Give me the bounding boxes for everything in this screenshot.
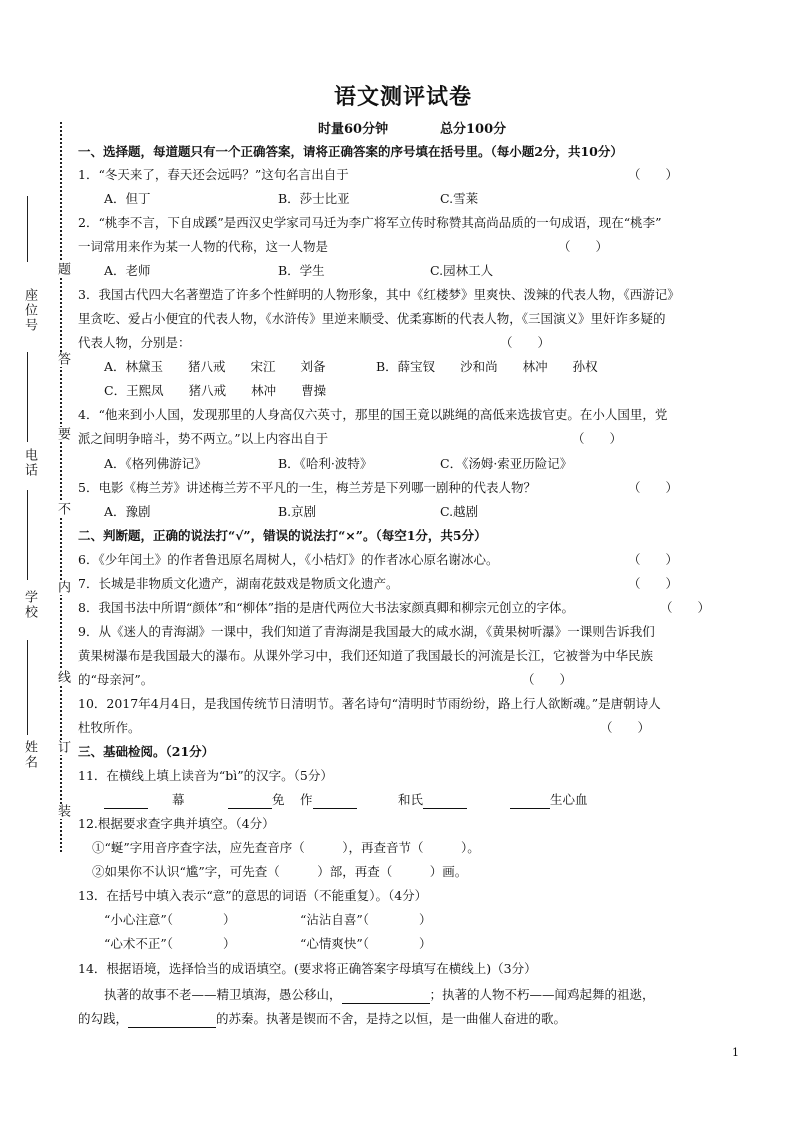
q2-stem-line1: 2．“桃李不言，下自成蹊”是西汉史学家司马迁为李广将军立传时称赞其高尚品质的一句成语，现在“桃李” xyxy=(78,215,662,230)
q10-line2: 杜牧所作。 xyxy=(78,720,141,735)
section2-heading: 二、判断题，正确的说法打“√”，错误的说法打“×”。（每空1分，共5分） xyxy=(78,528,487,543)
q4-answer-paren[interactable]: （ ） xyxy=(572,431,623,446)
q4-stem-line1: 4．“他来到小人国，发现那里的人身高仅六英寸，那里的国王竟以跳绳的高低来选拔官吏。在小人国里，党 xyxy=(78,407,668,422)
q11-item-2: 免 xyxy=(228,791,285,809)
phone-label: 电话 xyxy=(22,448,37,478)
q7-text: 7．长城是非物质文化遗产，湖南花鼓戏是物质文化遗产。 xyxy=(78,576,399,591)
q14-blank-1[interactable] xyxy=(342,989,430,1004)
q13-pair-3[interactable]: “心术不正”（ ） xyxy=(104,936,236,951)
q10-line1: 10．2017年4月4日，是我国传统节日清明节。著名诗句“清明时节雨纷纷，路上行人欲断魂。”是唐朝诗人 xyxy=(78,696,661,711)
q6-text: 6．《少年闰土》的作者鲁迅原名周树人，《小桔灯》的作者冰心原名谢冰心。 xyxy=(78,552,499,567)
seat-label: 座位号 xyxy=(22,288,37,333)
q13-pair-2[interactable]: “沾沾自喜”（ ） xyxy=(300,912,432,927)
binding-char: 装 xyxy=(55,804,70,819)
q12-line1: ①“蜒”字用音序查字法，应先查音序（ ），再查音节（ ）。 xyxy=(92,840,480,855)
q3-option-b: B．薛宝钗 沙和尚 林冲 孙权 xyxy=(376,359,598,374)
q5-option-b: B.京剧 xyxy=(278,504,317,519)
q1-answer-paren[interactable]: （ ） xyxy=(628,167,679,182)
q4-option-b: B．《哈利·波特》 xyxy=(278,456,373,471)
q6-answer-paren[interactable]: （ ） xyxy=(628,552,679,567)
q11-stem: 11．在横线上填上读音为“bì”的汉字。（5分） xyxy=(78,768,333,783)
q13-pair-1[interactable]: “小心注意”（ ） xyxy=(104,912,236,927)
q3-stem-line3: 代表人物，分别是： xyxy=(78,335,191,350)
binding-char: 要 xyxy=(55,427,70,442)
q5-option-a: A．豫剧 xyxy=(104,504,151,519)
q11-item-3: 作 xyxy=(300,791,357,809)
page-number: 1 xyxy=(732,1046,739,1059)
q11-blank-3[interactable] xyxy=(313,794,357,809)
q3-option-a: A．林黛玉 猪八戒 宋江 刘备 xyxy=(104,359,326,374)
binding-char: 题 xyxy=(55,262,70,277)
q8-text: 8．我国书法中所谓“颜体”和“柳体”指的是唐代两位大书法家颜真卿和柳宗元创立的字体。 xyxy=(78,600,575,615)
binding-char: 线 xyxy=(55,670,70,685)
q14-line1: 执著的故事不老——精卫填海，愚公移山， ；执著的人物不朽——闻鸡起舞的祖逖， xyxy=(104,987,655,1002)
q5-option-c: C.越剧 xyxy=(440,504,479,519)
q3-stem-line1: 3．我国古代四大名著塑造了许多个性鲜明的人物形象，其中《红楼梦》里爽快、泼辣的代表人物，《西游记》 xyxy=(78,287,680,302)
seat-line xyxy=(27,196,28,262)
q11-blank-4[interactable] xyxy=(423,794,467,809)
q2-answer-paren[interactable]: （ ） xyxy=(558,239,609,254)
q11-blank-5[interactable] xyxy=(510,794,550,809)
binding-warning xyxy=(50,122,72,852)
q3-option-c: C．王熙凤 猪八戒 林冲 曹操 xyxy=(104,383,327,398)
q3-stem-line2: 里贪吃、爱占小便宜的代表人物，《水浒传》里逆来顺受、优柔寡断的代表人物，《三国演义》里奸诈多疑的 xyxy=(78,311,666,326)
binding-char: 不 xyxy=(55,502,70,517)
q13-pair-4[interactable]: “心情爽快”（ ） xyxy=(300,936,432,951)
q4-option-a: A．《格列佛游记》 xyxy=(104,456,207,471)
q12-line2: ②如果你不认识“尴”字，可先查（ ）部，再查（ ）画。 xyxy=(92,864,468,879)
time-label: 时量60分钟 xyxy=(318,122,389,137)
school-label: 学校 xyxy=(22,590,37,620)
q12-stem: 12.根据要求查字典并填空。（4分） xyxy=(78,816,275,831)
q14-blank-2[interactable] xyxy=(128,1013,216,1028)
q2-option-a: A．老师 xyxy=(104,263,151,278)
q11-item-4: 和氏 xyxy=(398,791,467,809)
section1-heading: 一、选择题，每道题只有一个正确答案，请将正确答案的序号填在括号里。（每小题2分，共10分） xyxy=(78,144,623,159)
q1-option-c: C.雪莱 xyxy=(440,191,479,206)
name-label: 姓名 xyxy=(22,740,37,770)
q3-answer-paren[interactable]: （ ） xyxy=(500,335,551,350)
binding-char: 答 xyxy=(55,352,70,367)
q11-blank-2[interactable] xyxy=(228,794,272,809)
q13-stem: 13．在括号中填入表示“意”的意思的词语（不能重复）。（4分） xyxy=(78,888,428,903)
q1-option-b: B．莎士比亚 xyxy=(278,191,350,206)
q11-item-5: 生心血 xyxy=(510,791,588,809)
section3-heading: 三、基础检阅。（21分） xyxy=(78,744,215,759)
page-title: 语文测评试卷 xyxy=(334,84,473,110)
q4-stem-line2: 派之间明争暗斗，势不两立。”以上内容出自于 xyxy=(78,431,329,446)
q9-line2: 黄果树瀑布是我国最大的瀑布。从课外学习中，我们还知道了我国最长的河流是长江，它被誉为中华民族 xyxy=(78,648,654,663)
q7-answer-paren[interactable]: （ ） xyxy=(628,576,679,591)
q2-option-c: C.园林工人 xyxy=(430,263,494,278)
q11-item-1: 幕 xyxy=(104,791,185,809)
q5-stem: 5．电影《梅兰芳》讲述梅兰芳不平凡的一生，梅兰芳是下列哪一剧种的代表人物？ xyxy=(78,480,536,495)
school-line xyxy=(27,490,28,580)
q14-stem: 14．根据语境，选择恰当的成语填空。(要求将正确答案字母填写在横线上)（3分） xyxy=(78,961,537,976)
q1-option-a: A．但丁 xyxy=(104,191,151,206)
q9-line1: 9．从《迷人的青海湖》一课中，我们知道了青海湖是我国最大的咸水湖，《黄果树听瀑》一课则告诉我们 xyxy=(78,624,655,639)
q9-line3: 的“母亲河”。 xyxy=(78,672,154,687)
q10-answer-paren[interactable]: （ ） xyxy=(600,720,651,735)
q11-blank-1[interactable] xyxy=(104,794,148,809)
q1-stem: 1．“冬天来了，春天还会远吗？”这句名言出自于 xyxy=(78,167,349,182)
q2-stem-line2: 一词常用来作为某一人物的代称，这一人物是 xyxy=(78,239,329,254)
q5-answer-paren[interactable]: （ ） xyxy=(628,480,679,495)
q2-option-b: B．学生 xyxy=(278,263,325,278)
score-label: 总分100分 xyxy=(440,122,507,137)
q4-option-c: C．《汤姆·索亚历险记》 xyxy=(440,456,573,471)
name-line xyxy=(27,640,28,735)
binding-char: 内 xyxy=(55,580,70,595)
binding-char: 订 xyxy=(55,740,70,755)
q8-answer-paren[interactable]: （ ） xyxy=(660,600,711,615)
q9-answer-paren[interactable]: （ ） xyxy=(522,672,573,687)
phone-line xyxy=(27,352,28,442)
q14-line2: 的勾践， 的苏秦。执著是锲而不舍，是持之以恒，是一曲催人奋进的歌。 xyxy=(78,1011,567,1026)
